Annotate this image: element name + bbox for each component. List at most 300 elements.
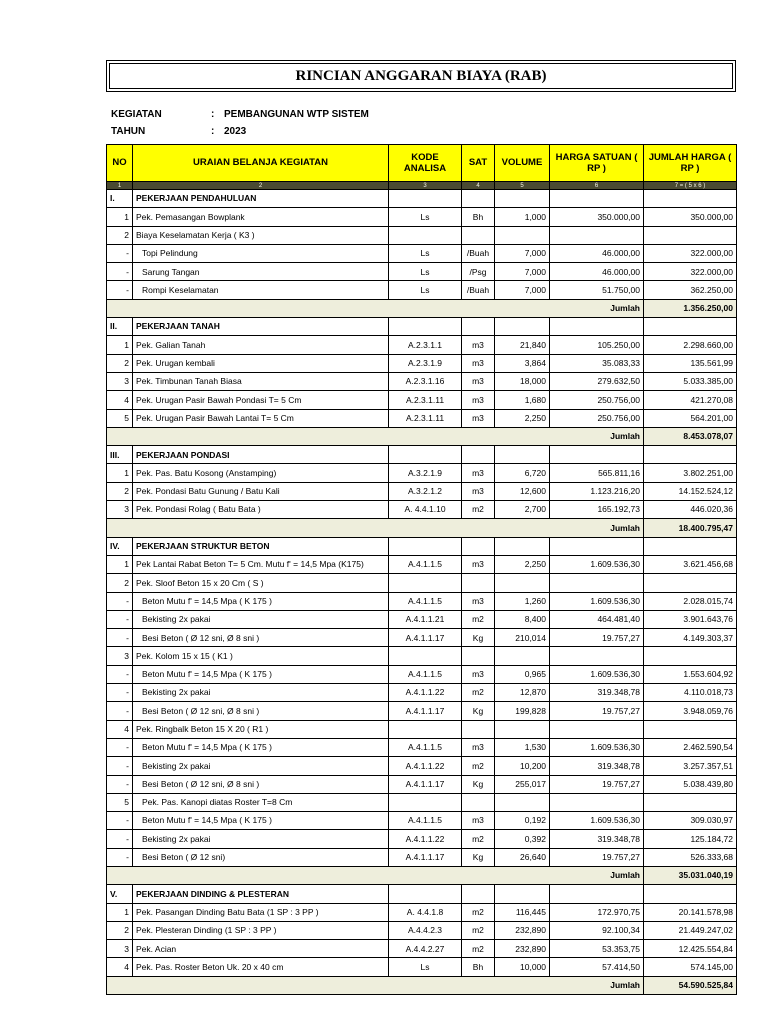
row-volume: 18,000 [495, 372, 550, 390]
row-volume: 7,000 [495, 281, 550, 299]
row-volume: 10,000 [495, 958, 550, 976]
col-number: 7 = ( 5 x 6 ) [644, 182, 737, 190]
header-no: NO [107, 145, 133, 182]
row-kode: A.2.3.1.9 [389, 354, 462, 372]
row-kode: A.4.1.1.22 [389, 830, 462, 848]
row-description: Topi Pelindung [133, 244, 389, 262]
row-kode: A.4.1.1.21 [389, 610, 462, 628]
row-number: 2 [107, 354, 133, 372]
row-number: 3 [107, 372, 133, 390]
row-jumlah: 12.425.554,84 [644, 940, 737, 958]
row-sat [462, 647, 495, 665]
kegiatan-value: PEMBANGUNAN WTP SISTEM [224, 109, 369, 120]
table-row [107, 555, 737, 573]
row-kode: A.4.1.1.5 [389, 592, 462, 610]
row-description: Biaya Keselamatan Kerja ( K3 ) [133, 226, 389, 244]
row-description: Pek. Pasangan Dinding Batu Bata (1 SP : 3 PP ) [133, 903, 389, 921]
col-number: 5 [495, 182, 550, 190]
row-description: Pek. Pondasi Batu Gunung / Batu Kali [133, 482, 389, 500]
total-value: 8.453.078,07 [644, 427, 737, 445]
row-jumlah: 5.038.439,80 [644, 775, 737, 793]
row-volume: 26,640 [495, 848, 550, 866]
row-volume: 21,840 [495, 336, 550, 354]
kegiatan-label: KEGIATAN [111, 109, 162, 120]
row-jumlah: 309.030,97 [644, 812, 737, 830]
row-volume [495, 647, 550, 665]
row-sat: m2 [462, 610, 495, 628]
row-kode: A. 4.4.1.8 [389, 903, 462, 921]
table-row [107, 921, 737, 939]
row-sat: m3 [462, 592, 495, 610]
row-description: Bekisting 2x pakai [133, 757, 389, 775]
row-number: - [107, 757, 133, 775]
empty-cell [550, 190, 644, 208]
row-sat: m2 [462, 501, 495, 519]
empty-cell [462, 190, 495, 208]
table-row [107, 958, 737, 976]
row-volume: 210,014 [495, 629, 550, 647]
row-description: Pek. Urugan Pasir Bawah Pondasi T= 5 Cm [133, 391, 389, 409]
table-row [107, 629, 737, 647]
row-number: - [107, 244, 133, 262]
row-volume: 2,250 [495, 555, 550, 573]
row-number: - [107, 738, 133, 756]
row-description: Rompi Keselamatan [133, 281, 389, 299]
row-harga: 250.756,00 [550, 391, 644, 409]
tahun-value: 2023 [224, 126, 247, 137]
empty-cell [389, 190, 462, 208]
row-volume: 1,680 [495, 391, 550, 409]
table-row [107, 647, 737, 665]
row-harga: 19.757,27 [550, 848, 644, 866]
row-kode [389, 647, 462, 665]
row-description: Pek. Pas. Batu Kosong (Anstamping) [133, 464, 389, 482]
row-kode: A.4.1.1.22 [389, 684, 462, 702]
row-kode: A.4.1.1.17 [389, 848, 462, 866]
row-volume: 6,720 [495, 464, 550, 482]
table-row [107, 665, 737, 683]
row-sat: m3 [462, 354, 495, 372]
row-kode: A.4.1.1.5 [389, 738, 462, 756]
row-harga [550, 720, 644, 738]
row-jumlah [644, 226, 737, 244]
row-jumlah [644, 647, 737, 665]
total-row [107, 976, 737, 994]
row-number: 3 [107, 647, 133, 665]
row-volume: 8,400 [495, 610, 550, 628]
row-kode: A.4.1.1.17 [389, 775, 462, 793]
row-description: Pek. Pemasangan Bowplank [133, 208, 389, 226]
table-row [107, 940, 737, 958]
row-volume: 116,445 [495, 903, 550, 921]
row-sat: m2 [462, 830, 495, 848]
row-kode: A.2.3.1.16 [389, 372, 462, 390]
total-label: Jumlah [107, 519, 644, 537]
page-title: RINCIAN ANGGARAN BIAYA (RAB) [109, 63, 733, 89]
col-number: 1 [107, 182, 133, 190]
row-sat: m2 [462, 684, 495, 702]
section-title: PEKERJAAN TANAH [133, 318, 389, 336]
row-number: 5 [107, 409, 133, 427]
empty-cell [550, 885, 644, 903]
row-harga: 1.609.536,30 [550, 592, 644, 610]
total-value: 54.590.525,84 [644, 976, 737, 994]
rab-table [106, 144, 737, 995]
row-kode: A.4.1.1.22 [389, 757, 462, 775]
table-row [107, 830, 737, 848]
row-description: Pek. Ringbalk Beton 15 X 20 ( R1 ) [133, 720, 389, 738]
table-row [107, 684, 737, 702]
section-number: III. [107, 446, 133, 464]
table-row [107, 354, 737, 372]
row-harga: 19.757,27 [550, 775, 644, 793]
row-number: 5 [107, 793, 133, 811]
row-harga: 279.632,50 [550, 372, 644, 390]
row-jumlah: 574.145,00 [644, 958, 737, 976]
row-number: - [107, 702, 133, 720]
section-title: PEKERJAAN DINDING & PLESTERAN [133, 885, 389, 903]
row-description: Pek. Galian Tanah [133, 336, 389, 354]
empty-cell [495, 318, 550, 336]
col-number: 2 [133, 182, 389, 190]
total-row [107, 299, 737, 317]
row-sat: m2 [462, 903, 495, 921]
row-volume: 232,890 [495, 940, 550, 958]
table-row [107, 336, 737, 354]
total-row [107, 866, 737, 884]
table-row [107, 372, 737, 390]
row-number: 1 [107, 555, 133, 573]
table-row [107, 848, 737, 866]
row-harga [550, 574, 644, 592]
row-number: - [107, 830, 133, 848]
empty-cell [644, 318, 737, 336]
row-jumlah: 3.948.059,76 [644, 702, 737, 720]
empty-cell [389, 446, 462, 464]
empty-cell [462, 318, 495, 336]
row-kode [389, 226, 462, 244]
row-volume: 10,200 [495, 757, 550, 775]
table-row [107, 812, 737, 830]
row-volume: 1,000 [495, 208, 550, 226]
table-row [107, 263, 737, 281]
row-number: - [107, 812, 133, 830]
row-description: Pek. Sloof Beton 15 x 20 Cm ( S ) [133, 574, 389, 592]
empty-cell [389, 885, 462, 903]
row-number: 3 [107, 501, 133, 519]
row-kode: A.4.1.1.17 [389, 702, 462, 720]
row-harga: 46.000,00 [550, 244, 644, 262]
row-volume [495, 793, 550, 811]
row-harga: 19.757,27 [550, 629, 644, 647]
row-jumlah: 350.000,00 [644, 208, 737, 226]
row-harga: 319.348,78 [550, 684, 644, 702]
row-number: - [107, 775, 133, 793]
row-volume: 199,828 [495, 702, 550, 720]
row-sat: m3 [462, 409, 495, 427]
row-sat: Kg [462, 775, 495, 793]
table-row [107, 702, 737, 720]
header-volume: VOLUME [495, 145, 550, 182]
row-sat: Kg [462, 848, 495, 866]
row-volume [495, 226, 550, 244]
row-description: Besi Beton ( Ø 12 sni, Ø 8 sni ) [133, 629, 389, 647]
row-jumlah: 1.553.604,92 [644, 665, 737, 683]
row-volume: 0,392 [495, 830, 550, 848]
row-jumlah [644, 793, 737, 811]
table-row [107, 793, 737, 811]
row-jumlah: 3.621.456,68 [644, 555, 737, 573]
title-box [106, 60, 736, 92]
row-sat: m3 [462, 555, 495, 573]
row-number: 4 [107, 958, 133, 976]
table-row [107, 208, 737, 226]
row-volume: 1,260 [495, 592, 550, 610]
section-row [107, 446, 737, 464]
row-description: Pek. Urugan Pasir Bawah Lantai T= 5 Cm [133, 409, 389, 427]
row-jumlah: 135.561,99 [644, 354, 737, 372]
table-row [107, 409, 737, 427]
row-sat: m3 [462, 812, 495, 830]
row-sat [462, 793, 495, 811]
empty-cell [389, 537, 462, 555]
row-sat: m3 [462, 482, 495, 500]
row-description: Beton Mutu f' = 14,5 Mpa ( K 175 ) [133, 812, 389, 830]
row-kode: A.3.2.1.2 [389, 482, 462, 500]
row-volume: 2,250 [495, 409, 550, 427]
section-row [107, 190, 737, 208]
row-harga: 57.414,50 [550, 958, 644, 976]
table-row [107, 244, 737, 262]
section-number: IV. [107, 537, 133, 555]
header-jumlah: JUMLAH HARGA ( RP ) [644, 145, 737, 182]
table-row [107, 775, 737, 793]
row-description: Pek. Pas. Kanopi diatas Roster T=8 Cm [133, 793, 389, 811]
row-jumlah: 4.110.018,73 [644, 684, 737, 702]
row-kode: A.2.3.1.1 [389, 336, 462, 354]
total-row [107, 519, 737, 537]
row-harga: 1.609.536,30 [550, 812, 644, 830]
row-kode: Ls [389, 958, 462, 976]
row-sat: /Psg [462, 263, 495, 281]
row-volume: 232,890 [495, 921, 550, 939]
row-kode: A.4.1.1.17 [389, 629, 462, 647]
header-kode: KODE ANALISA [389, 145, 462, 182]
row-number: 1 [107, 208, 133, 226]
row-jumlah [644, 574, 737, 592]
row-jumlah: 2.028.015,74 [644, 592, 737, 610]
row-kode: Ls [389, 263, 462, 281]
row-jumlah: 526.333,68 [644, 848, 737, 866]
row-harga: 1.609.536,30 [550, 665, 644, 683]
empty-cell [550, 537, 644, 555]
row-harga: 172.970,75 [550, 903, 644, 921]
table-row [107, 501, 737, 519]
empty-cell [389, 318, 462, 336]
row-description: Beton Mutu f' = 14,5 Mpa ( K 175 ) [133, 665, 389, 683]
row-sat: m2 [462, 940, 495, 958]
row-number: 1 [107, 336, 133, 354]
row-kode [389, 793, 462, 811]
row-kode: A.4.1.1.5 [389, 665, 462, 683]
row-kode: A.4.4.2.27 [389, 940, 462, 958]
row-description: Bekisting 2x pakai [133, 684, 389, 702]
row-kode: A.2.3.1.11 [389, 409, 462, 427]
row-sat: /Buah [462, 244, 495, 262]
row-jumlah: 3.802.251,00 [644, 464, 737, 482]
table-row [107, 738, 737, 756]
row-jumlah: 21.449.247,02 [644, 921, 737, 939]
row-sat: m3 [462, 665, 495, 683]
row-harga [550, 647, 644, 665]
empty-cell [495, 537, 550, 555]
section-title: PEKERJAAN PONDASI [133, 446, 389, 464]
row-jumlah: 322.000,00 [644, 263, 737, 281]
row-harga: 1.609.536,30 [550, 555, 644, 573]
row-harga: 250.756,00 [550, 409, 644, 427]
row-sat: Kg [462, 702, 495, 720]
row-jumlah [644, 720, 737, 738]
row-harga: 165.192,73 [550, 501, 644, 519]
row-jumlah: 3.257.357,51 [644, 757, 737, 775]
row-sat [462, 720, 495, 738]
row-number: - [107, 263, 133, 281]
row-number: 4 [107, 391, 133, 409]
col-number: 4 [462, 182, 495, 190]
col-number: 6 [550, 182, 644, 190]
row-volume [495, 574, 550, 592]
row-number: - [107, 281, 133, 299]
row-description: Beton Mutu f' = 14,5 Mpa ( K 175 ) [133, 738, 389, 756]
row-kode [389, 574, 462, 592]
row-description: Sarung Tangan [133, 263, 389, 281]
row-jumlah: 5.033.385,00 [644, 372, 737, 390]
empty-cell [644, 446, 737, 464]
row-description: Pek. Acian [133, 940, 389, 958]
row-jumlah: 14.152.524,12 [644, 482, 737, 500]
row-harga: 350.000,00 [550, 208, 644, 226]
row-number: - [107, 610, 133, 628]
header-harga: HARGA SATUAN ( RP ) [550, 145, 644, 182]
row-harga: 92.100,34 [550, 921, 644, 939]
table-row [107, 482, 737, 500]
row-volume: 3,864 [495, 354, 550, 372]
table-row [107, 720, 737, 738]
section-row [107, 537, 737, 555]
row-sat: m2 [462, 757, 495, 775]
empty-cell [644, 885, 737, 903]
row-number: - [107, 665, 133, 683]
total-row [107, 427, 737, 445]
kegiatan-separator: : [211, 109, 215, 120]
row-harga: 46.000,00 [550, 263, 644, 281]
row-sat [462, 574, 495, 592]
row-harga: 319.348,78 [550, 830, 644, 848]
row-volume: 12,600 [495, 482, 550, 500]
row-harga: 35.083,33 [550, 354, 644, 372]
row-sat: m3 [462, 738, 495, 756]
section-number: I. [107, 190, 133, 208]
total-label: Jumlah [107, 299, 644, 317]
row-kode [389, 720, 462, 738]
row-number: 2 [107, 226, 133, 244]
row-harga: 53.353,75 [550, 940, 644, 958]
row-description: Besi Beton ( Ø 12 sni, Ø 8 sni ) [133, 702, 389, 720]
row-harga: 319.348,78 [550, 757, 644, 775]
row-description: Pek. Timbunan Tanah Biasa [133, 372, 389, 390]
table-row [107, 592, 737, 610]
row-number: 2 [107, 574, 133, 592]
row-harga: 565.811,16 [550, 464, 644, 482]
row-number: - [107, 592, 133, 610]
row-volume: 0,192 [495, 812, 550, 830]
total-value: 1.356.250,00 [644, 299, 737, 317]
total-label: Jumlah [107, 427, 644, 445]
row-description: Beton Mutu f' = 14,5 Mpa ( K 175 ) [133, 592, 389, 610]
row-harga [550, 226, 644, 244]
row-harga [550, 793, 644, 811]
row-sat: m3 [462, 464, 495, 482]
table-row [107, 391, 737, 409]
table-header-row [107, 145, 737, 182]
row-description: Pek. Pondasi Rolag ( Batu Bata ) [133, 501, 389, 519]
row-harga: 105.250,00 [550, 336, 644, 354]
row-description: Pek. Plesteran Dinding (1 SP : 3 PP ) [133, 921, 389, 939]
row-sat: m3 [462, 391, 495, 409]
row-kode: Ls [389, 281, 462, 299]
col-number: 3 [389, 182, 462, 190]
row-kode: A.4.4.2.3 [389, 921, 462, 939]
row-description: Pek Lantai Rabat Beton T= 5 Cm. Mutu f' = 14,5 Mpa (K175) [133, 555, 389, 573]
table-row [107, 464, 737, 482]
table-row [107, 574, 737, 592]
row-jumlah: 20.141.578,98 [644, 903, 737, 921]
header-sat: SAT [462, 145, 495, 182]
row-harga: 464.481,40 [550, 610, 644, 628]
section-row [107, 885, 737, 903]
row-kode: A.2.3.1.11 [389, 391, 462, 409]
row-number: 3 [107, 940, 133, 958]
row-volume [495, 720, 550, 738]
total-value: 18.400.795,47 [644, 519, 737, 537]
table-row [107, 903, 737, 921]
row-number: - [107, 684, 133, 702]
empty-cell [550, 318, 644, 336]
empty-cell [495, 885, 550, 903]
row-jumlah: 362.250,00 [644, 281, 737, 299]
row-number: - [107, 848, 133, 866]
row-description: Bekisting 2x pakai [133, 610, 389, 628]
table-row [107, 757, 737, 775]
row-jumlah: 564.201,00 [644, 409, 737, 427]
row-volume: 0,965 [495, 665, 550, 683]
empty-cell [495, 190, 550, 208]
row-number: 1 [107, 903, 133, 921]
row-number: - [107, 629, 133, 647]
empty-cell [550, 446, 644, 464]
row-sat: /Buah [462, 281, 495, 299]
row-volume: 12,870 [495, 684, 550, 702]
row-jumlah: 125.184,72 [644, 830, 737, 848]
empty-cell [644, 190, 737, 208]
row-kode: A.3.2.1.9 [389, 464, 462, 482]
empty-cell [462, 446, 495, 464]
row-volume: 2,700 [495, 501, 550, 519]
row-jumlah: 322.000,00 [644, 244, 737, 262]
row-description: Pek. Urugan kembali [133, 354, 389, 372]
column-number-row [107, 182, 737, 190]
row-number: 1 [107, 464, 133, 482]
